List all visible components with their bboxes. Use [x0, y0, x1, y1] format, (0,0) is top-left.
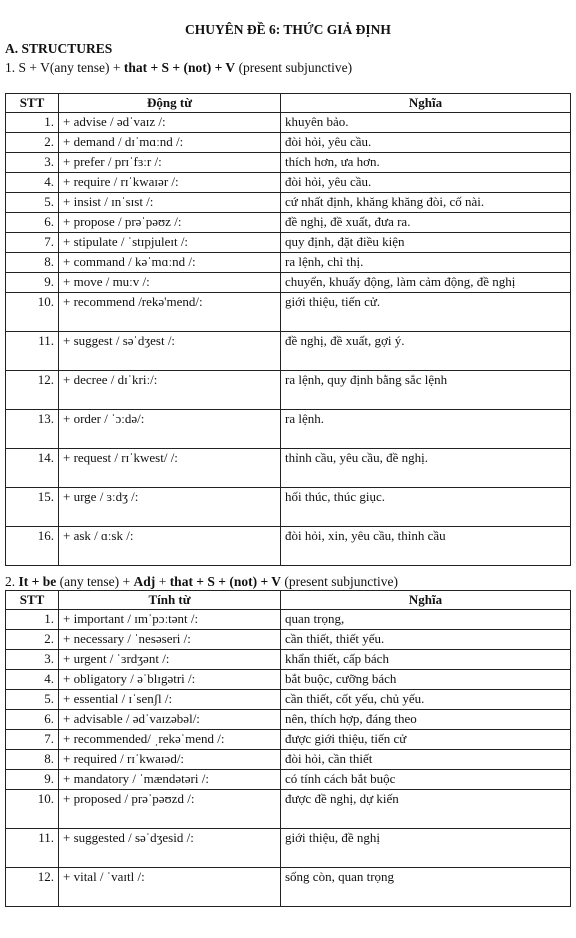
word-cell: + advisable / ədˈvaɪzəbəl/:	[59, 710, 281, 730]
table-row	[6, 371, 571, 410]
structure-2-formula	[5, 573, 398, 591]
row-number: 11.	[6, 332, 59, 371]
row-number: 4.	[6, 173, 59, 193]
formula-part: Adj	[133, 574, 156, 589]
word-cell: + prefer / prɪˈfɜːr /:	[59, 153, 281, 173]
meaning-cell: bắt buộc, cưỡng bách	[281, 670, 571, 690]
word-cell: + insist / ɪnˈsɪst /:	[59, 193, 281, 213]
word-cell: + propose / prəˈpəʊz /:	[59, 213, 281, 233]
word-cell: + advise / ədˈvaɪz /:	[59, 113, 281, 133]
meaning-cell: được đề nghị, dự kiến	[281, 790, 571, 829]
row-number: 3.	[6, 153, 59, 173]
row-number: 12.	[6, 868, 59, 907]
word-header: Tính từ	[59, 591, 281, 610]
word-cell: + essential / ɪˈsenʃl /:	[59, 690, 281, 710]
table-row	[6, 790, 571, 829]
row-number: 6.	[6, 213, 59, 233]
structure-1-formula	[5, 59, 352, 77]
meaning-cell: cứ nhất định, khăng khăng đòi, cố nài.	[281, 193, 571, 213]
stt-header: STT	[6, 591, 59, 610]
word-cell: + necessary / ˈnesəseri /:	[59, 630, 281, 650]
word-cell: + suggest / səˈdʒest /:	[59, 332, 281, 371]
row-number: 12.	[6, 371, 59, 410]
row-number: 1.	[6, 113, 59, 133]
word-cell: + urge / ɜːdʒ /:	[59, 488, 281, 527]
section-heading: A. STRUCTURES	[5, 41, 113, 56]
table-row	[6, 670, 571, 690]
row-number: 2.	[6, 630, 59, 650]
word-cell: + order / ˈɔːdə/:	[59, 410, 281, 449]
table-row	[6, 332, 571, 371]
table-row	[6, 113, 571, 133]
meaning-cell: ra lệnh.	[281, 410, 571, 449]
meaning-cell: đòi hỏi, cần thiết	[281, 750, 571, 770]
formula-part: 2.	[5, 574, 19, 589]
table-row	[6, 153, 571, 173]
row-number: 10.	[6, 293, 59, 332]
table-row	[6, 750, 571, 770]
word-cell: + decree / dɪˈkriː/:	[59, 371, 281, 410]
table-row	[6, 193, 571, 213]
verb-table-header	[6, 94, 571, 113]
table-row	[6, 233, 571, 253]
word-cell: + stipulate / ˈstɪpjuleɪt /:	[59, 233, 281, 253]
meaning-cell: đề nghị, đề xuất, đưa ra.	[281, 213, 571, 233]
row-number: 6.	[6, 710, 59, 730]
row-number: 8.	[6, 253, 59, 273]
word-cell: + ask / ɑːsk /:	[59, 527, 281, 566]
word-header: Động từ	[59, 94, 281, 113]
table-row	[6, 610, 571, 630]
meaning-cell: quan trọng,	[281, 610, 571, 630]
row-number: 1.	[6, 610, 59, 630]
verb-table	[5, 93, 571, 566]
meaning-cell: thỉnh cầu, yêu cầu, đề nghị.	[281, 449, 571, 488]
meaning-cell: hối thúc, thúc giục.	[281, 488, 571, 527]
table-row	[6, 730, 571, 750]
formula-part: (any tense) +	[56, 574, 134, 589]
meaning-cell: thích hơn, ưa hơn.	[281, 153, 571, 173]
meaning-cell: khuyên bảo.	[281, 113, 571, 133]
row-number: 7.	[6, 233, 59, 253]
row-number: 15.	[6, 488, 59, 527]
word-cell: + require / rɪˈkwaɪər /:	[59, 173, 281, 193]
row-number: 4.	[6, 670, 59, 690]
meaning-cell: cần thiết, thiết yếu.	[281, 630, 571, 650]
formula-part: +	[155, 574, 170, 589]
meaning-cell: được giới thiệu, tiến cử	[281, 730, 571, 750]
word-cell: + suggested / səˈdʒesid /:	[59, 829, 281, 868]
meaning-cell: giới thiệu, tiến cử.	[281, 293, 571, 332]
row-number: 9.	[6, 770, 59, 790]
formula-part: (present subjunctive)	[281, 574, 398, 589]
word-cell: + request / rɪˈkwest/ /:	[59, 449, 281, 488]
table-row	[6, 710, 571, 730]
meaning-cell: khẩn thiết, cấp bách	[281, 650, 571, 670]
row-number: 7.	[6, 730, 59, 750]
row-number: 2.	[6, 133, 59, 153]
row-number: 11.	[6, 829, 59, 868]
table-row	[6, 527, 571, 566]
row-number: 3.	[6, 650, 59, 670]
meaning-cell: sống còn, quan trọng	[281, 868, 571, 907]
word-cell: + recommended/ ˌrekəˈmend /:	[59, 730, 281, 750]
word-cell: + urgent / ˈɜrdʒənt /:	[59, 650, 281, 670]
word-cell: + vital / ˈvaɪtl /:	[59, 868, 281, 907]
table-row	[6, 690, 571, 710]
word-cell: + important / ɪmˈpɔːtənt /:	[59, 610, 281, 630]
meaning-cell: nên, thích hợp, đáng theo	[281, 710, 571, 730]
table-row	[6, 173, 571, 193]
row-number: 16.	[6, 527, 59, 566]
adjective-table-header	[6, 591, 571, 610]
meaning-cell: ra lệnh, chỉ thị.	[281, 253, 571, 273]
formula-part: that + S + (not) + V	[123, 60, 236, 75]
adjective-table	[5, 590, 571, 907]
meaning-cell: đòi hỏi, xin, yêu cầu, thỉnh cầu	[281, 527, 571, 566]
word-cell: + demand / dɪˈmɑːnd /:	[59, 133, 281, 153]
table-row	[6, 449, 571, 488]
document-title: CHUYÊN ĐỀ 6: THỨC GIẢ ĐỊNH	[185, 22, 391, 37]
row-number: 5.	[6, 193, 59, 213]
row-number: 13.	[6, 410, 59, 449]
meaning-header: Nghĩa	[281, 94, 571, 113]
table-row	[6, 630, 571, 650]
meaning-cell: đề nghị, đề xuất, gợi ý.	[281, 332, 571, 371]
word-cell: + required / rɪˈkwaɪəd/:	[59, 750, 281, 770]
word-cell: + proposed / prəˈpəʊzd /:	[59, 790, 281, 829]
row-number: 5.	[6, 690, 59, 710]
table-row	[6, 293, 571, 332]
meaning-cell: chuyển, khuấy động, làm cảm động, đề nghị	[281, 273, 571, 293]
meaning-header: Nghĩa	[281, 591, 571, 610]
word-cell: + mandatory / ˈmændətəri /:	[59, 770, 281, 790]
meaning-cell: cần thiết, cốt yếu, chủ yếu.	[281, 690, 571, 710]
table-row	[6, 650, 571, 670]
table-row	[6, 868, 571, 907]
table-row	[6, 488, 571, 527]
table-row	[6, 829, 571, 868]
meaning-cell: đòi hỏi, yêu cầu.	[281, 173, 571, 193]
row-number: 8.	[6, 750, 59, 770]
word-cell: + command / kəˈmɑːnd /:	[59, 253, 281, 273]
meaning-cell: đòi hỏi, yêu cầu.	[281, 133, 571, 153]
table-row	[6, 273, 571, 293]
meaning-cell: có tính cách bắt buộc	[281, 770, 571, 790]
word-cell: + recommend /rekə'mend/:	[59, 293, 281, 332]
meaning-cell: quy định, đặt điều kiện	[281, 233, 571, 253]
formula-part: (present subjunctive)	[235, 60, 353, 75]
row-number: 9.	[6, 273, 59, 293]
formula-part: that + S + (not) + V	[169, 574, 282, 589]
word-cell: + move / muːv /:	[59, 273, 281, 293]
table-row	[6, 253, 571, 273]
table-row	[6, 770, 571, 790]
stt-header: STT	[6, 94, 59, 113]
word-cell: + obligatory / əˈblɪgətri /:	[59, 670, 281, 690]
table-row	[6, 133, 571, 153]
table-row	[6, 213, 571, 233]
meaning-cell: giới thiệu, đề nghị	[281, 829, 571, 868]
table-row	[6, 410, 571, 449]
meaning-cell: ra lệnh, quy định bằng sắc lệnh	[281, 371, 571, 410]
row-number: 10.	[6, 790, 59, 829]
formula-part: It + be	[18, 574, 57, 589]
row-number: 14.	[6, 449, 59, 488]
formula-part: 1. S + V(any tense) +	[5, 60, 124, 75]
